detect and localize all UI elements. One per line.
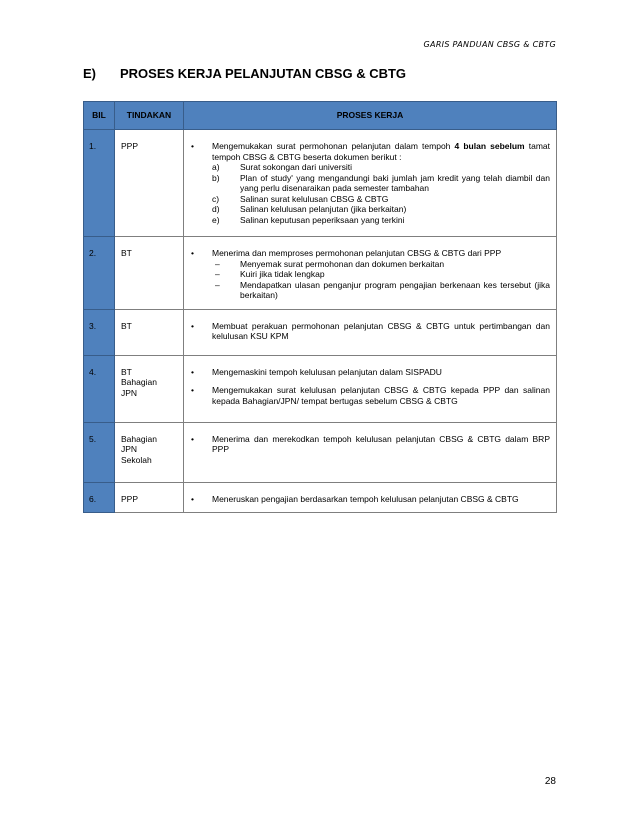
row-number: 4.	[84, 355, 115, 422]
process-text-part: Meneruskan pengajian berdasarkan tempoh kelulusan pelanjutan CBSG & CBTG	[212, 493, 519, 504]
action-party: BT	[121, 320, 132, 331]
running-header: GARIS PANDUAN CBSG & CBTG	[423, 40, 556, 49]
process-subitem	[212, 215, 550, 226]
action-party: PPP	[121, 493, 139, 504]
process-text	[212, 385, 550, 406]
process-text-part: Membuat perakuan permohonan pelanjutan CBSG & CBTG untuk pertimbangan dan kelulusan KSU KPM	[212, 320, 550, 341]
process-text	[212, 321, 550, 342]
process-subitem	[212, 269, 550, 280]
process-bullet	[190, 321, 550, 342]
action-party: BT	[121, 248, 132, 258]
subitem-text: Salinan surat kelulusan CBSG & CBTG	[240, 193, 389, 204]
action-party: Bahagian	[121, 433, 157, 444]
process-text-part: Mengemukakan surat kelulusan pelanjutan CBSG & CBTG kepada PPP dan salinan kepada Bahagian/JPN/ tempat bertugas sebelum CBSG & CBTG	[212, 385, 550, 406]
subitem-label: c)	[212, 193, 220, 204]
table-header-row	[84, 102, 557, 130]
subitem-text: Surat sokongan dari universiti	[240, 162, 352, 172]
subitem-label: –	[215, 279, 220, 290]
bullet-icon: •	[191, 320, 194, 331]
process-subitem	[212, 259, 550, 270]
table-row	[84, 422, 557, 482]
process-text	[212, 494, 550, 505]
process-text	[212, 434, 550, 455]
row-process	[184, 237, 557, 310]
column-header-bil: BIL	[84, 102, 115, 130]
process-text	[212, 248, 550, 301]
row-action	[115, 422, 184, 482]
process-subitem	[212, 280, 550, 301]
row-process	[184, 422, 557, 482]
process-text-part: tamat tempoh CBSG & CBTG beserta dokumen berikut :	[212, 141, 550, 162]
row-number: 3.	[84, 309, 115, 355]
subitem-label: –	[215, 269, 220, 279]
row-action	[115, 482, 184, 513]
process-bullet	[190, 494, 550, 505]
action-party: PPP	[121, 141, 139, 151]
process-text-part: Mengemukakan surat permohonan pelanjutan dalam tempoh	[212, 141, 455, 151]
row-process	[184, 482, 557, 513]
bullet-icon: •	[191, 248, 194, 258]
process-bullet	[190, 141, 550, 225]
process-text	[212, 367, 550, 378]
table-row	[84, 237, 557, 310]
row-action	[115, 130, 184, 237]
action-party: JPN	[121, 387, 138, 398]
bullet-icon: •	[191, 141, 194, 151]
action-party: JPN	[121, 444, 138, 454]
table-row	[84, 355, 557, 422]
process-bullet	[190, 248, 550, 301]
process-text	[212, 141, 550, 225]
bullet-icon: •	[191, 433, 194, 444]
subitem-label: –	[215, 258, 220, 269]
process-bullet	[190, 367, 550, 378]
action-party: BT	[121, 366, 132, 377]
process-subitem	[212, 204, 550, 215]
row-action	[115, 355, 184, 422]
subitem-text: Salinan keputusan peperiksaan yang terkini	[240, 214, 405, 225]
column-header-tindakan: TINDAKAN	[115, 102, 184, 130]
column-header-proses-kerja: PROSES KERJA	[184, 102, 557, 130]
table-body	[84, 130, 557, 513]
process-subitem	[212, 194, 550, 205]
subitem-label: a)	[212, 162, 220, 172]
row-number: 5.	[84, 422, 115, 482]
bullet-icon: •	[191, 493, 194, 504]
process-text-part: Menerima dan memproses permohonan pelanjutan CBSG & CBTG dari PPP	[212, 248, 502, 258]
action-party: Bahagian	[121, 377, 157, 387]
action-party: Sekolah	[121, 454, 152, 465]
subitem-label: d)	[212, 204, 220, 214]
process-table	[83, 101, 557, 513]
subitem-text: Mendapatkan ulasan penganjur program pengajian berkenaan kes tersebut (jika berkaitan)	[240, 279, 550, 300]
table-row	[84, 482, 557, 513]
subitem-text: Plan of study' yang mengandungi baki jumlah jam kredit yang telah diambil dan yang perlu disenaraikan pada semester tambahan	[240, 172, 550, 193]
section-title: PROSES KERJA PELANJUTAN CBSG & CBTG	[120, 66, 407, 81]
process-text-part: Mengemaskini tempoh kelulusan pelanjutan dalam SISPADU	[212, 366, 442, 377]
subitem-label: b)	[212, 172, 220, 183]
row-process	[184, 355, 557, 422]
row-process	[184, 309, 557, 355]
section-heading	[83, 66, 406, 81]
bullet-icon: •	[191, 366, 194, 377]
row-action	[115, 237, 184, 310]
subitem-text: Menyemak surat permohonan dan dokumen berkaitan	[240, 258, 445, 269]
row-number: 1.	[84, 130, 115, 237]
row-number: 6.	[84, 482, 115, 513]
page-number: 28	[544, 776, 556, 787]
table-row	[84, 130, 557, 237]
row-action	[115, 309, 184, 355]
section-number: E)	[83, 66, 96, 81]
process-subitem	[212, 162, 550, 173]
subitem-text: Salinan kelulusan pelanjutan (jika berkaitan)	[240, 204, 407, 214]
bullet-icon: •	[191, 385, 194, 395]
process-bullet	[190, 434, 550, 455]
row-number: 2.	[84, 237, 115, 310]
process-subitem	[212, 173, 550, 194]
subitem-label: e)	[212, 214, 220, 225]
subitem-text: Kuiri jika tidak lengkap	[240, 269, 325, 279]
process-bullet	[190, 385, 550, 406]
table-row	[84, 309, 557, 355]
process-text-emphasis: 4 bulan sebelum	[454, 141, 525, 151]
process-text-part: Menerima dan merekodkan tempoh kelulusan pelanjutan CBSG & CBTG dalam BRP PPP	[212, 433, 550, 454]
row-process	[184, 130, 557, 237]
